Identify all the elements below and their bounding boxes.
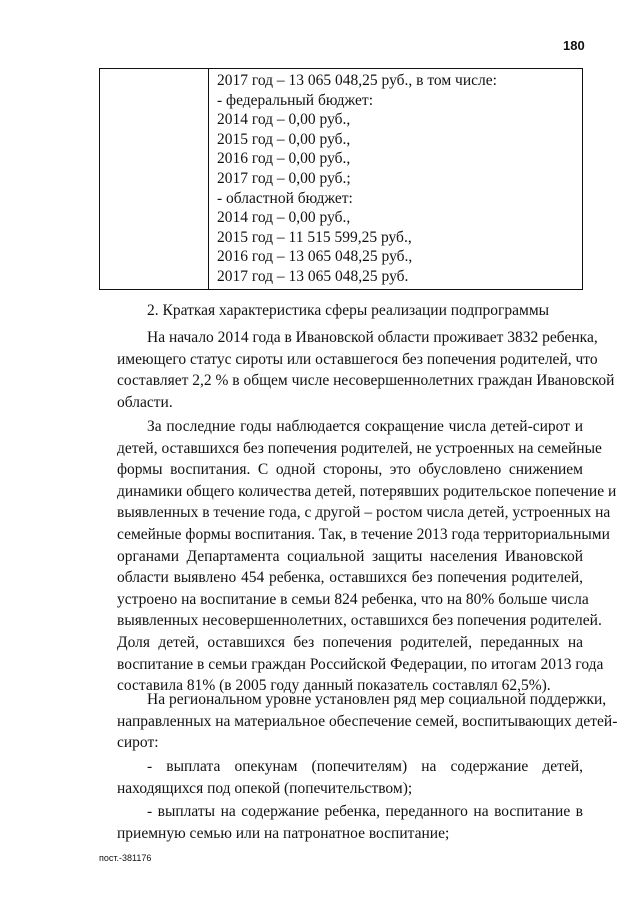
paragraph-line: области.: [117, 393, 173, 411]
funding-line: 2017 год – 13 065 048,25 руб.: [217, 267, 409, 285]
funding-lines: [217, 71, 497, 287]
paragraph-line: На региональном уровне установлен ряд мер социальной поддержки,: [147, 691, 607, 708]
funding-line: 2015 год – 0,00 руб.,: [217, 130, 351, 148]
paragraph-2: [117, 416, 617, 697]
paragraph-3: [117, 689, 618, 754]
funding-line: 2014 год – 0,00 руб.,: [217, 209, 351, 227]
paragraph-line: устроено на воспитание в семьи 824 ребенка, что на 80% больше числа: [117, 590, 589, 608]
page-number: 180: [563, 38, 585, 53]
paragraph-line: За последние годы наблюдается сокращение числа детей-сирот и: [147, 418, 583, 435]
funding-line: - областной бюджет:: [217, 189, 353, 207]
paragraph-line: воспитание в семьи граждан Российской Федерации, по итогам 2013 года: [117, 655, 604, 673]
paragraph-line: динамики общего количества детей, потерявших родительское попечение и: [117, 482, 617, 500]
funding-line: 2016 год – 13 065 048,25 руб.,: [217, 248, 413, 266]
paragraph-line: детей, оставшихся без попечения родителей, не устроенных на семейные: [117, 439, 602, 457]
paragraph-line: выявленных в течение года, с другой – ростом числа детей, устроенных на: [117, 504, 611, 522]
paragraph-line: выявленных несовершеннолетних, оставшихся без попечения родителей.: [117, 612, 602, 630]
list-item-line: приемную семью или на патронатное воспитание;: [117, 824, 450, 842]
paragraph-line: направленных на материальное обеспечение семей, воспитывающих детей-: [117, 712, 618, 730]
paragraph-line: имеющего статус сироты или оставшегося без попечения родителей, что: [117, 350, 598, 368]
funding-line: 2016 год – 0,00 руб.,: [217, 150, 351, 168]
section-heading-block: [117, 300, 583, 322]
list-item-line: находящихся под опекой (попечительством);: [117, 779, 413, 797]
funding-line: 2017 год – 13 065 048,25 руб., в том числе:: [217, 72, 497, 89]
funding-line: - федеральный бюджет:: [217, 91, 373, 109]
paragraph-1: [117, 327, 615, 413]
paragraph-line: составила 81% (в 2005 году данный показатель составлял 62,5%).: [117, 677, 551, 695]
list-item-line: - выплаты на содержание ребенка, переданного на воспитание в: [147, 803, 583, 820]
section-heading: 2. Краткая характеристика сферы реализации подпрограммы: [147, 302, 550, 319]
paragraph-line: органами Департамента социальной защиты населения Ивановской: [117, 547, 583, 565]
paragraph-line: составляет 2,2 % в общем числе несовершеннолетних граждан Ивановской: [117, 372, 615, 390]
paragraph-line: сирот:: [117, 734, 159, 752]
paragraph-line: Доля детей, оставшихся без попечения родителей, переданных на: [117, 633, 583, 651]
funding-line: 2014 год – 0,00 руб.,: [217, 111, 351, 129]
paragraph-line: области выявлено 454 ребенка, оставшихся без попечения родителей,: [117, 569, 583, 587]
funding-line: 2017 год – 0,00 руб.;: [217, 169, 351, 187]
funding-line: 2015 год – 11 515 599,25 руб.,: [217, 228, 412, 246]
funding-table: [99, 68, 583, 290]
list-item-1: [117, 756, 583, 799]
table-column-divider: [208, 69, 209, 289]
footer-code: пост.-381176: [99, 853, 152, 863]
list-item-2: [117, 801, 583, 844]
list-item-line: - выплата опекунам (попечителям) на содержание детей,: [147, 758, 583, 775]
paragraph-line: семейные формы воспитания. Так, в течение 2013 года территориальными: [117, 525, 610, 543]
paragraph-line: На начало 2014 года в Ивановской области проживает 3832 ребенка,: [147, 329, 598, 346]
paragraph-line: формы воспитания. С одной стороны, это обусловлено снижением: [117, 461, 583, 479]
